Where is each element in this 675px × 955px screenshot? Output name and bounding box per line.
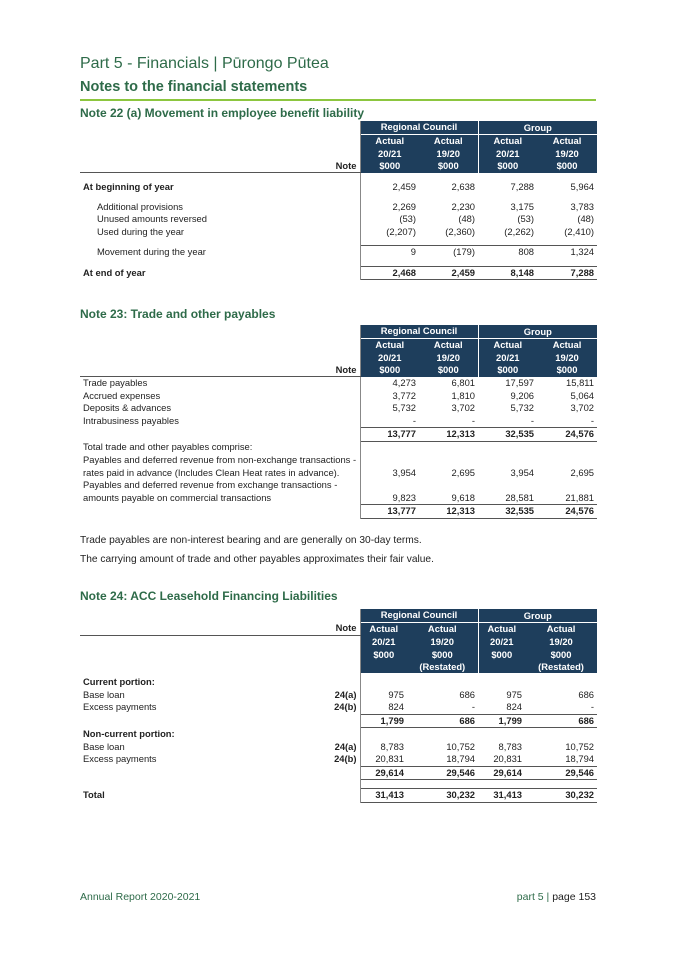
hdr-actual: Actual (537, 134, 597, 147)
hdr-unit: $000 (360, 364, 419, 377)
hdr-unit: $000 (360, 648, 407, 661)
note24-table (80, 609, 597, 803)
table-row: Payables and deferred revenue from non-exchange transactions - (80, 454, 597, 467)
hdr-year: 20/21 (360, 635, 407, 648)
note-col-header: Note (316, 622, 360, 635)
hdr-actual: Actual (419, 338, 478, 351)
note22-hdr-group: Group (478, 121, 597, 134)
hdr-year: 20/21 (360, 351, 419, 364)
note24-hdr-group: Group (478, 609, 597, 622)
table-row: Excess payments 24(b) 20,831 18,794 20,831 18,794 (83, 753, 595, 765)
footer-divider: | (546, 891, 550, 903)
page-part-title: Part 5 - Financials | Pūrongo Pūtea (80, 55, 329, 72)
table-row: Intrabusiness payables - - - - (83, 414, 595, 426)
note23-title: Note 23: Trade and other payables (80, 307, 276, 321)
note23-paragraph-fair-value: The carrying amount of trade and other payables approximates their fair value. (80, 554, 434, 565)
hdr-year: 20/21 (478, 635, 525, 648)
table-row: 29,614 29,546 29,614 29,546 (80, 766, 597, 780)
hdr-actual: Actual (537, 338, 597, 351)
table-row: Excess payments 24(b) 824 - 824 - (83, 701, 595, 713)
note24-title: Note 24: ACC Leasehold Financing Liabilities (80, 589, 338, 603)
footer-part: part 5 (516, 891, 544, 903)
hdr-actual: Actual (478, 134, 537, 147)
table-row: amounts payable on commercial transactions 9,823 9,618 28,581 21,881 (83, 491, 595, 503)
hdr-actual: Actual (525, 622, 597, 635)
hdr-year: 19/20 (419, 351, 478, 364)
hdr-actual: Actual (419, 134, 478, 147)
hdr-restated: (Restated) (525, 661, 597, 674)
hdr-year: 19/20 (407, 635, 478, 648)
note-col-header: Note (316, 160, 360, 173)
hdr-unit: $000 (537, 160, 597, 173)
hdr-year: 19/20 (537, 351, 597, 364)
hdr-year: 19/20 (419, 147, 478, 160)
table-row: At beginning of year 2,459 2,638 7,288 5,964 (83, 181, 595, 192)
hdr-year: 19/20 (525, 635, 597, 648)
footer-page-info (517, 891, 596, 903)
table-row: Movement during the year 9 (179) 808 1,324 (80, 246, 597, 259)
hdr-year: 20/21 (478, 147, 537, 160)
note-col-header: Note (316, 364, 360, 377)
hdr-restated: (Restated) (407, 661, 478, 674)
table-row: Deposits & advances 5,732 3,702 5,732 3,702 (83, 402, 595, 413)
hdr-unit: $000 (407, 648, 478, 661)
table-row: Current portion: (80, 676, 597, 689)
table-row: Payables and deferred revenue from exchange transactions - (80, 479, 597, 492)
table-row: 13,777 12,313 32,535 24,576 (80, 505, 597, 519)
hdr-actual: Actual (407, 622, 478, 635)
footer-page-number: page 153 (552, 891, 596, 903)
table-row: At end of year 2,468 2,459 8,148 7,288 (80, 266, 597, 280)
note24-hdr-regional: Regional Council (360, 609, 478, 622)
table-row: Non-current portion: (80, 728, 597, 741)
table-row: Used during the year (2,207) (2,360) (2,262) (2,410) (97, 225, 595, 237)
note23-paragraph-terms: Trade payables are non-interest bearing and are generally on 30-day terms. (80, 535, 422, 546)
hdr-unit: $000 (478, 364, 537, 377)
hdr-unit: $000 (419, 364, 478, 377)
table-row: Base loan 24(a) 975 686 975 686 (83, 688, 595, 700)
table-row: Additional provisions 2,269 2,230 3,175 3,783 (97, 200, 595, 212)
hdr-unit: $000 (478, 648, 525, 661)
table-row: Total 31,413 30,232 31,413 30,232 (80, 789, 597, 803)
hdr-year: 20/21 (360, 147, 419, 160)
hdr-actual: Actual (360, 338, 419, 351)
table-row: 13,777 12,313 32,535 24,576 (80, 428, 597, 442)
hdr-unit: $000 (419, 160, 478, 173)
table-row: Trade payables 4,273 6,801 17,597 15,811 (83, 376, 595, 388)
hdr-actual: Actual (478, 338, 537, 351)
hdr-unit: $000 (360, 160, 419, 173)
hdr-unit: $000 (537, 364, 597, 377)
hdr-unit: $000 (525, 648, 597, 661)
table-row: Base loan 24(a) 8,783 10,752 8,783 10,752 (83, 740, 595, 752)
hdr-actual: Actual (478, 622, 525, 635)
hdr-unit: $000 (478, 160, 537, 173)
table-row: 1,799 686 1,799 686 (80, 714, 597, 728)
title-divider (80, 99, 596, 101)
note23-hdr-group: Group (478, 325, 597, 338)
table-row: Accrued expenses 3,772 1,810 9,206 5,064 (83, 389, 595, 401)
note22-title: Note 22 (a) Movement in employee benefit liability (80, 106, 365, 120)
note22-hdr-regional: Regional Council (360, 121, 478, 134)
hdr-actual: Actual (360, 134, 419, 147)
note23-hdr-regional: Regional Council (360, 325, 478, 338)
hdr-year: 20/21 (478, 351, 537, 364)
table-row: rates paid in advance (Includes Clean Heat rates in advance). 3,954 2,695 3,954 2,695 (83, 466, 595, 478)
table-row: Total trade and other payables comprise: (80, 441, 597, 454)
table-row: Unused amounts reversed (53) (48) (53) (48) (97, 213, 595, 224)
footer-report-title: Annual Report 2020-2021 (80, 891, 201, 903)
section-title: Notes to the financial statements (80, 79, 308, 95)
hdr-year: 19/20 (537, 147, 597, 160)
hdr-actual: Actual (360, 622, 407, 635)
note22-table (80, 121, 597, 280)
note23-table (80, 325, 597, 519)
